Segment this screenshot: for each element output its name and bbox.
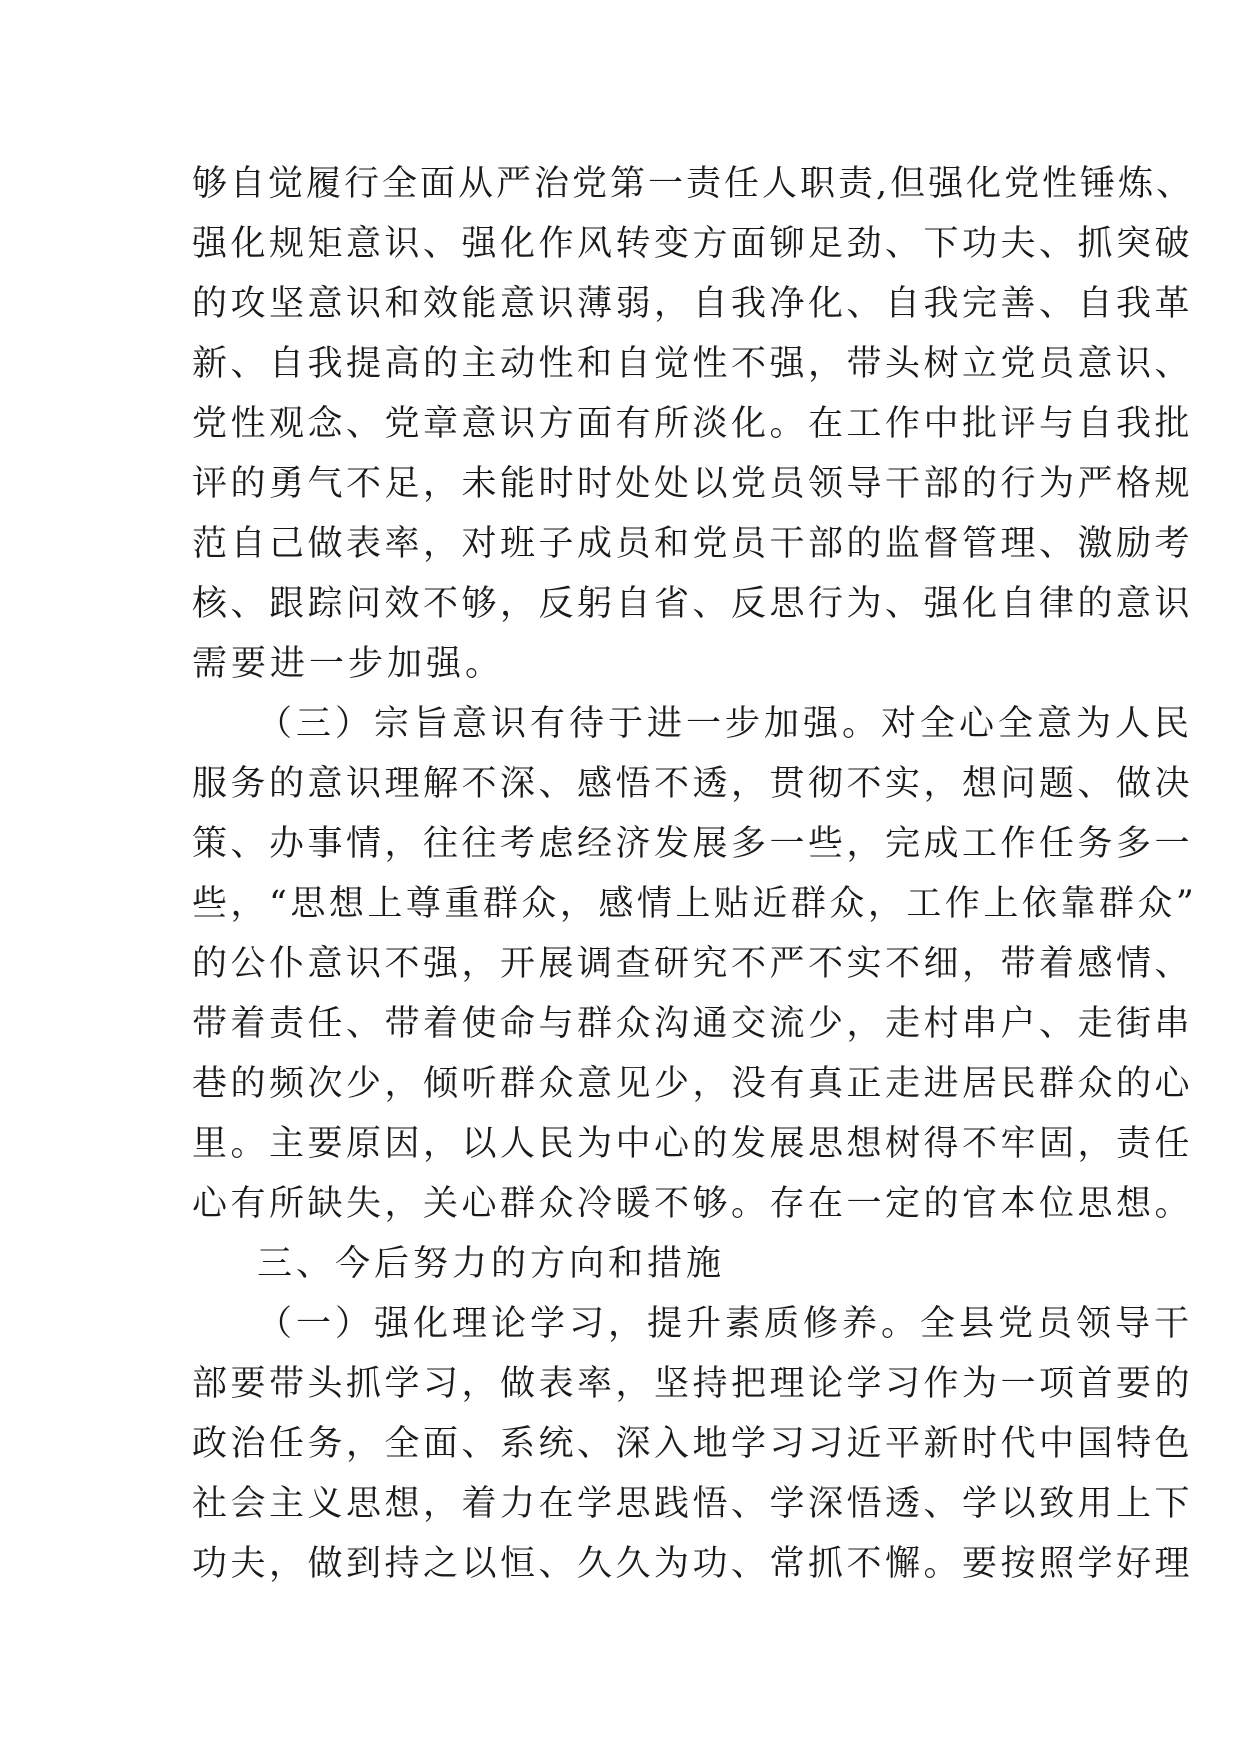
text-line: 新、自我提高的主动性和自觉性不强，带头树立党员意识、	[192, 344, 1194, 384]
text-line: 些，“思想上尊重群众，感情上贴近群众，工作上依靠群众”	[192, 884, 1198, 924]
text-line: 服务的意识理解不深、感悟不透，贯彻不实，想问题、做决	[192, 764, 1194, 804]
text-line: 心有所缺失，关心群众冷暖不够。存在一定的官本位思想。	[192, 1184, 1194, 1224]
text-line: 党性观念、党章意识方面有所淡化。在工作中批评与自我批	[192, 404, 1194, 444]
text-line: 部要带头抓学习，做表率，坚持把理论学习作为一项首要的	[192, 1364, 1194, 1404]
text-line: 评的勇气不足，未能时时处处以党员领导干部的行为严格规	[192, 464, 1194, 504]
text-line: 核、跟踪问效不够，反躬自省、反思行为、强化自律的意识	[192, 584, 1194, 624]
text-line: 的攻坚意识和效能意识薄弱，自我净化、自我完善、自我革	[192, 284, 1194, 324]
section-heading: （三）宗旨意识有待于进一步加强。对全心全意为人民	[257, 704, 1194, 744]
text-line: 强化规矩意识、强化作风转变方面铆足劲、下功夫、抓突破	[192, 224, 1194, 264]
text-line: 需要进一步加强。	[192, 644, 505, 684]
text-line: 范自己做表率，对班子成员和党员干部的监督管理、激励考	[192, 524, 1194, 564]
text-line: 巷的频次少，倾听群众意见少，没有真正走进居民群众的心	[192, 1064, 1194, 1104]
text-line: 社会主义思想，着力在学思践悟、学深悟透、学以致用上下	[192, 1484, 1194, 1524]
text-line: 策、办事情，往往考虑经济发展多一些，完成工作任务多一	[192, 824, 1194, 864]
chapter-heading: 三、今后努力的方向和措施	[257, 1244, 726, 1284]
text-line: 的公仆意识不强，开展调查研究不严不实不细，带着感情、	[192, 944, 1194, 984]
text-line: 政治任务，全面、系统、深入地学习习近平新时代中国特色	[192, 1424, 1194, 1464]
text-line: 里。主要原因，以人民为中心的发展思想树得不牢固，责任	[192, 1124, 1194, 1164]
text-line: 够自觉履行全面从严治党第一责任人职责,但强化党性锤炼、	[192, 164, 1195, 204]
section-heading: （一）强化理论学习，提升素质修养。全县党员领导干	[257, 1304, 1194, 1344]
text-line: 功夫，做到持之以恒、久久为功、常抓不懈。要按照学好理	[192, 1544, 1194, 1584]
text-line: 带着责任、带着使命与群众沟通交流少，走村串户、走街串	[192, 1004, 1194, 1044]
